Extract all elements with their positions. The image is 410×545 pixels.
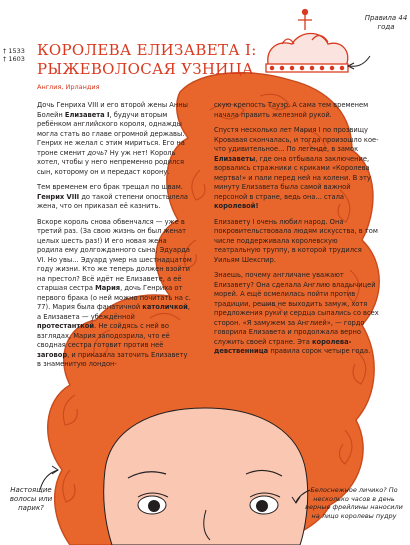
title-line-2: РЫЖЕВОЛОСАЯ УЗНИЦА	[37, 60, 254, 78]
text-run: , дочь Генриха от первого брака (о ней можно почитать на с. 77). Мария была фанатичной	[37, 284, 191, 311]
text-run: скую крепость Тауэр. А сама тем временем начала править железной рукой.	[214, 101, 369, 119]
text-run: , где она отбывала заключение, ворвались стражники с криками «Королева мертва!» и пали перед ней на колени. В эту минуту Елизавета была самой важной персоной в стране, ведь она... стала	[214, 154, 371, 201]
paragraph	[214, 101, 384, 120]
bold-term: королевой!	[214, 202, 259, 210]
bold-term: Мария	[95, 284, 121, 292]
text-run: Елизавету I очень любил народ. Она покровительствовала людям искусства, в том числе поддерживала королевскую театральную труппу, в которой трудился Уильям Шекспир.	[214, 217, 378, 264]
text-run: ? Ну уж нет! Король хотел, чтобы у него непременно родился сын, которому он и передаст корону.	[37, 148, 184, 176]
hair-note: Настоящие волосы или парик?	[9, 486, 53, 512]
paragraph	[37, 218, 193, 370]
paragraph	[37, 183, 193, 212]
text-run: Дочь Генриха VIII и его второй жены Анны Болейн	[37, 101, 188, 119]
reign-arrow	[350, 56, 370, 66]
text-run: . Не сойдясь с ней во взглядах, Мария заподозрила, что её сводная сестра готовит против неё	[37, 322, 170, 349]
face-note: Белоснежное личико? По несколько часов в день верные фрейлины наносили на лицо королевы пудру	[305, 486, 403, 520]
bold-term: Генрих VIII	[37, 192, 80, 201]
text-run: до такой степени опостылела жена, что он приказал её казнить.	[37, 192, 188, 210]
bold-term: королева-девственница	[214, 337, 352, 355]
text-run: Тем временем его брак трещал по швам.	[37, 183, 183, 191]
text-run: Вскоре король снова обвенчался — уже в третий раз. (За свою жизнь он был женат целых шесть раз!) И его новая жена родила ему долгожданного сына, Эдуарда VI. Но увы... Эдуард умер на шестнадцатом году жизни. Кто же теперь должен взойти на престол? Всё идёт не Елизавете, а её старшая сестра	[37, 217, 192, 292]
text-run: , будучи вторым ребёнком английского короля, однажды могла стать во главе огромной державы. Генрих не желал с этим мириться. Его на троне сменит	[37, 110, 185, 157]
paragraph	[214, 218, 384, 266]
text-run: дочь	[87, 148, 105, 157]
face-illustration	[104, 408, 308, 545]
bold-term: протестанткой	[37, 322, 95, 330]
text-run: Спустя несколько лет Мария I по прозвищу Кровавая скончалась, и тогда произошло кое-что удивительное... По легенде, в замок	[214, 126, 379, 153]
life-years	[3, 47, 25, 63]
text-run: Знаешь, почему англичане уважают Елизавету? Она сделала Англию владычицей морей. А ещё осмелилась пойти против традиции, решив не выходить замуж, хотя предложения руки и сердца сыпались со всех сторон. «Я замужем за Англией», — гордо говорила Елизавета и продолжала верно служить своей стране. Эта	[214, 271, 379, 346]
bold-term: католичкой	[142, 303, 188, 311]
bold-term: Елизавета I	[64, 110, 110, 119]
left-text-column	[37, 101, 193, 376]
region-subtitle: Англия, Ирландия	[37, 83, 100, 91]
paragraph	[37, 101, 193, 177]
bold-term: Елизаветы	[214, 154, 256, 163]
title-line-1: КОРОЛЕВА ЕЛИЗАВЕТА I:	[37, 41, 257, 59]
right-text-column	[214, 101, 384, 363]
birth-year: † 1533	[3, 47, 25, 55]
paragraph	[214, 126, 384, 212]
death-year: † 1603	[3, 55, 25, 63]
page-title	[37, 41, 337, 79]
reign-note: Правила 44 года	[364, 14, 408, 31]
bold-term: заговор	[37, 350, 68, 359]
text-run: правила сорок четыре года.	[268, 347, 371, 355]
text-run: , а Елизавета — убеждённой	[37, 303, 190, 321]
text-run: , и приказала заточить Елизавету в знаменитую лондон-	[37, 350, 188, 368]
paragraph	[214, 271, 384, 357]
